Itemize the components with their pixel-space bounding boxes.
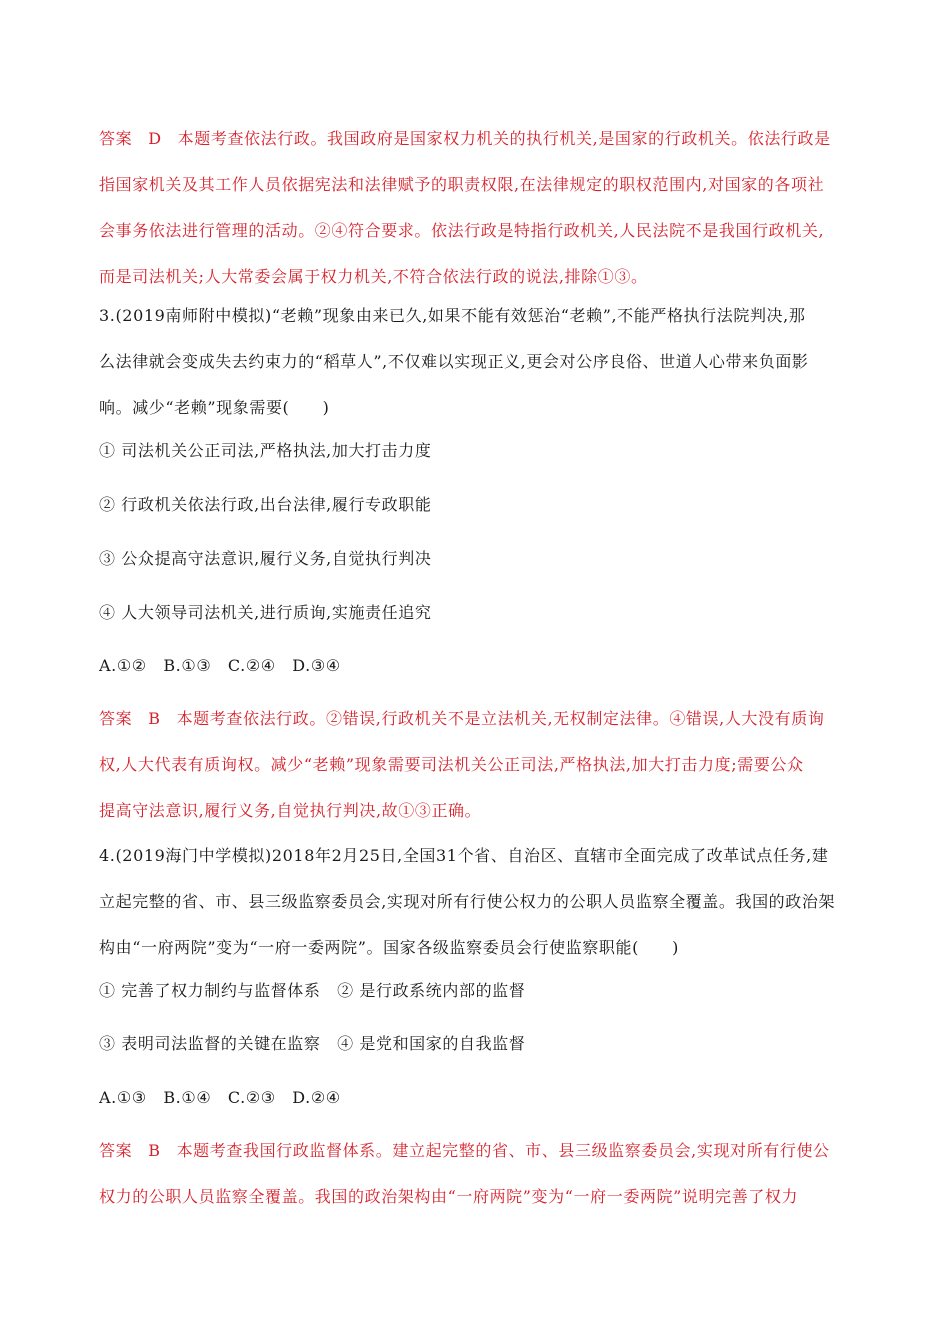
answer-q2 xyxy=(99,116,844,300)
question-4-statements-2: ③ 表明司法监督的关键在监察 ④ 是党和国家的自我监督 xyxy=(99,1034,526,1053)
question-text-line: 4.(2019海门中学模拟)2018年2月25日,全国31个省、自治区、直辖市全面完成了改革试点任务,建 xyxy=(99,846,829,865)
answer-text-line: 而是司法机关;人大常委会属于权力机关,不符合依法行政的说法,排除①③。 xyxy=(99,267,648,286)
answer-label: 答案 xyxy=(99,1141,133,1160)
answer-label: 答案 xyxy=(99,129,133,148)
answer-q4 xyxy=(99,1128,844,1220)
question-3-statement-3: ③ 公众提高守法意识,履行义务,自觉执行判决 xyxy=(99,549,432,568)
answer-text-line: 本题考查依法行政。②错误,行政机关不是立法机关,无权制定法律。④错误,人大没有质询 xyxy=(176,709,825,728)
answer-text-line: 本题考查依法行政。我国政府是国家权力机关的执行机关,是国家的行政机关。依法行政是 xyxy=(177,129,831,148)
question-3-statement-1: ① 司法机关公正司法,严格执法,加大打击力度 xyxy=(99,441,432,460)
question-text-line: 立起完整的省、市、县三级监察委员会,实现对所有行使公权力的公职人员监察全覆盖。我国的政治架 xyxy=(99,892,836,911)
answer-text-line: 权力的公职人员监察全覆盖。我国的政治架构由“一府两院”变为“一府一委两院”说明完善了权力 xyxy=(99,1187,799,1206)
answer-letter: B xyxy=(148,709,161,728)
question-3-statement-2: ② 行政机关依法行政,出台法律,履行专政职能 xyxy=(99,495,432,514)
answer-q3 xyxy=(99,696,844,834)
question-4-statements-1: ① 完善了权力制约与监督体系 ② 是行政系统内部的监督 xyxy=(99,981,526,1000)
answer-text-line: 会事务依法进行管理的活动。②④符合要求。依法行政是特指行政机关,人民法院不是我国行政机关, xyxy=(99,221,825,240)
answer-text-line: 权,人大代表有质询权。减少“老赖”现象需要司法机关公正司法,严格执法,加大打击力度;需要公众 xyxy=(99,755,804,774)
question-3-stem xyxy=(99,293,844,431)
answer-text-line: 提高守法意识,履行义务,自觉执行判决,故①③正确。 xyxy=(99,801,482,820)
question-4-stem xyxy=(99,833,844,971)
question-text-line: 么法律就会变成失去约束力的“稻草人”,不仅难以实现正义,更会对公序良俗、世道人心带来负面影 xyxy=(99,352,809,371)
question-4-options: A.①③ B.①④ C.②③ D.②④ xyxy=(99,1088,341,1107)
answer-label: 答案 xyxy=(99,709,133,728)
question-text-line: 构由“一府两院”变为“一府一委两院”。国家各级监察委员会行使监察职能( ) xyxy=(99,938,680,957)
answer-letter: B xyxy=(148,1141,161,1160)
answer-text-line: 指国家机关及其工作人员依据宪法和法律赋予的职责权限,在法律规定的职权范围内,对国家的各项社 xyxy=(99,175,825,194)
question-text-line: 3.(2019南师附中模拟)“老赖”现象由来已久,如果不能有效惩治“老赖”,不能严格执行法院判决,那 xyxy=(99,306,806,325)
answer-text-line: 本题考查我国行政监督体系。建立起完整的省、市、县三级监察委员会,实现对所有行使公 xyxy=(176,1141,830,1160)
question-text-line: 响。减少“老赖”现象需要( ) xyxy=(99,398,330,417)
answer-letter: D xyxy=(148,129,162,148)
question-3-statement-4: ④ 人大领导司法机关,进行质询,实施责任追究 xyxy=(99,603,432,622)
question-3-options: A.①② B.①③ C.②④ D.③④ xyxy=(99,656,341,675)
